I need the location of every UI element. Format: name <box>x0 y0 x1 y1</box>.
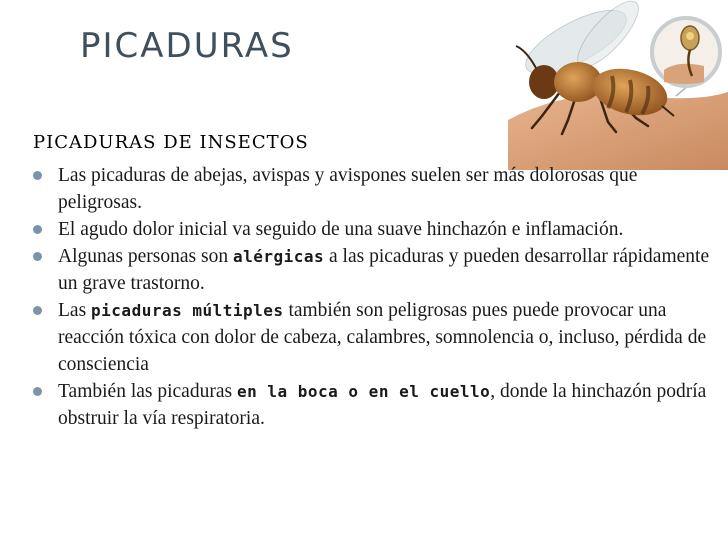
bullet-text: El agudo dolor inicial va seguido de una suave hinchazón e inflamación. <box>58 219 624 240</box>
bullet-text-pre: Algunas personas son <box>58 246 233 267</box>
bullet-text-pre: Las <box>58 300 92 321</box>
bullet-text-post: también son peligrosas pues puede provocar una reacción tóxica con dolor de cabeza, calambres, somnolencia o, incluso, pérdida de consciencia <box>58 300 707 375</box>
bullet-icon <box>33 306 42 315</box>
bee-sting-icon <box>508 0 728 170</box>
list-item <box>30 378 720 432</box>
bullet-text-pre: También las picaduras <box>58 381 237 402</box>
bullet-emphasis: alérgicas <box>232 247 325 266</box>
bullet-text-post: , donde la hinchazón podría obstruir la vía respiratoria. <box>58 381 707 429</box>
list-item <box>30 243 720 297</box>
bullet-icon <box>33 387 42 396</box>
bullet-icon <box>33 171 42 180</box>
bullet-text: Las picaduras de abejas, avispas y avispones suelen ser más dolorosas que peligrosas. <box>58 165 638 213</box>
bullet-icon <box>33 252 42 261</box>
bullet-text-post: a las picaduras y pueden desarrollar rápidamente un grave trastorno. <box>58 246 710 294</box>
bullet-emphasis: picaduras múltiples <box>91 301 284 320</box>
bullet-emphasis: en la boca o en el cuello <box>236 382 491 401</box>
slide-title: PICADURAS <box>80 26 294 66</box>
list-item <box>30 297 720 378</box>
list-item <box>30 216 720 243</box>
bullet-list <box>30 162 720 432</box>
section-heading: PICADURAS DE INSECTOS <box>33 132 309 153</box>
list-item <box>30 162 720 216</box>
bullet-icon <box>33 225 42 234</box>
